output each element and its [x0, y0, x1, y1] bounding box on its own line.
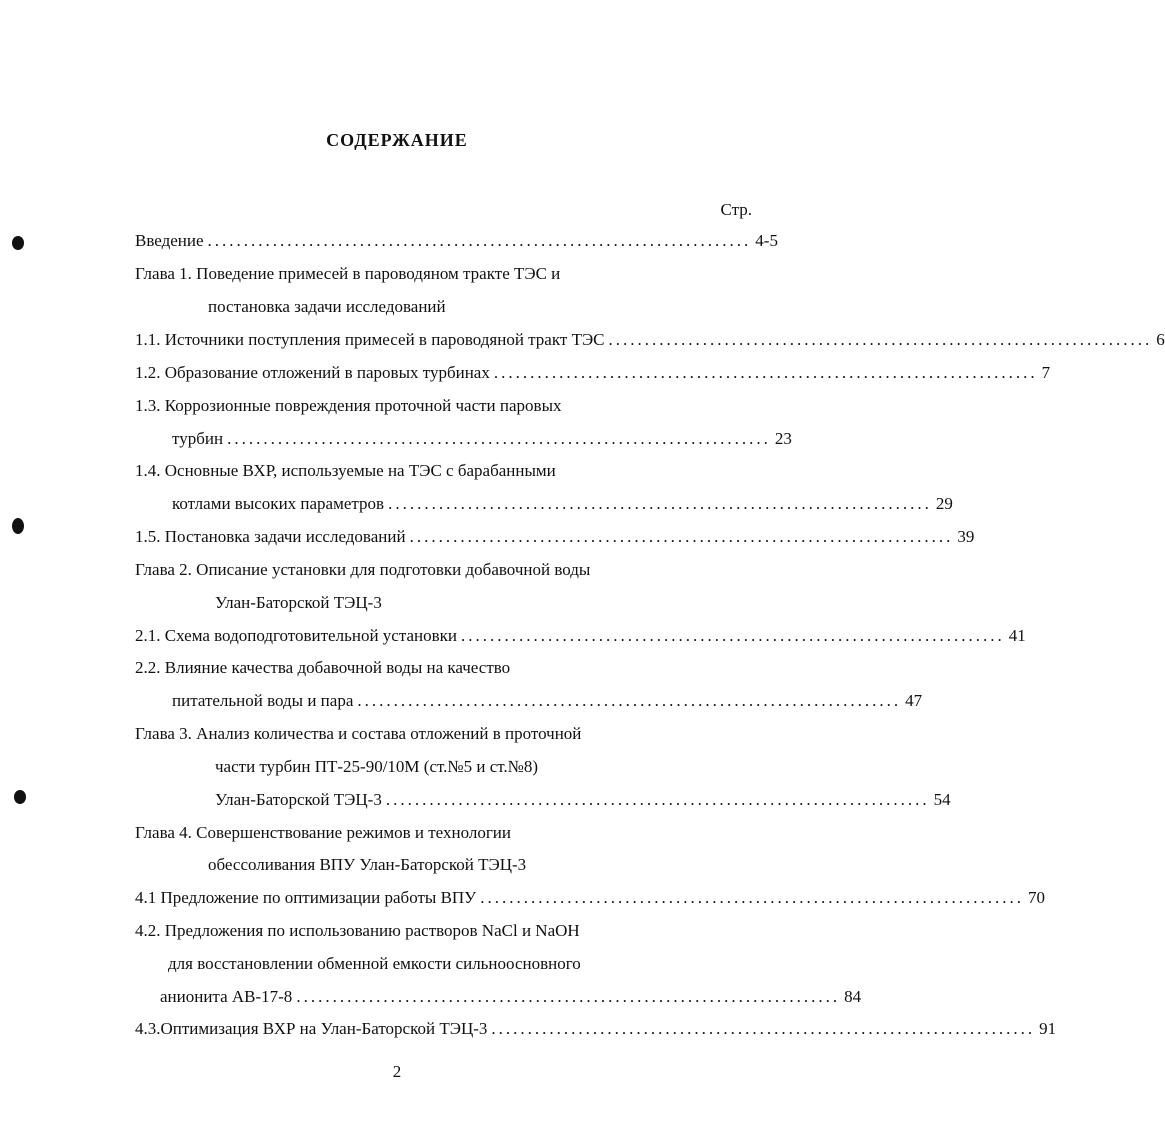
- toc-entry-text: 4.1 Предложение по оптимизации работы ВПУ: [135, 888, 477, 907]
- binding-hole-mark: [12, 236, 24, 250]
- toc-entry-text: Улан-Баторской ТЭЦ-3: [215, 790, 382, 809]
- toc-entry-page: 47: [905, 691, 923, 710]
- binding-hole-mark: [14, 790, 26, 804]
- toc-entry: [135, 919, 580, 943]
- toc-entry-text: Введение: [135, 231, 204, 250]
- toc-entry-page: 39: [957, 527, 975, 546]
- toc-entry-text: Глава 3. Анализ количества и состава отложений в проточной: [135, 724, 582, 743]
- toc-entry-page: 7: [1041, 363, 1051, 382]
- page-title: СОДЕРЖАНИЕ: [326, 130, 468, 150]
- toc-entry-text: 1.1. Источники поступления примесей в пароводяной тракт ТЭС: [135, 330, 605, 349]
- toc-entry: [208, 295, 446, 319]
- toc-entry-text: анионита АВ-17-8: [160, 987, 293, 1006]
- page-number: 2: [392, 1062, 402, 1081]
- toc-entry-text: 1.4. Основные ВХР, используемые на ТЭС с барабанными: [135, 461, 556, 480]
- toc-entry: [172, 689, 923, 713]
- toc-entry: [172, 492, 953, 516]
- toc-entry-text: Глава 1. Поведение примесей в пароводяном тракте ТЭС и: [135, 264, 561, 283]
- dot-leader: ...........................................................................: [385, 790, 930, 809]
- toc-entry-text: Глава 4. Совершенствование режимов и технологии: [135, 823, 511, 842]
- toc-entry-page: 54: [933, 790, 951, 809]
- toc-entry-text: Улан-Баторской ТЭЦ-3: [215, 593, 382, 612]
- toc-entry-text: части турбин ПТ-25-90/10М (ст.№5 и ст.№8): [215, 757, 539, 776]
- dot-leader: ...........................................................................: [207, 231, 752, 250]
- toc-entry-page: 70: [1027, 888, 1045, 907]
- toc-entry: [135, 722, 581, 746]
- toc-entry-page: 84: [844, 987, 862, 1006]
- toc-entry-text: 4.2. Предложения по использованию растворов NaCl и NaOH: [135, 921, 580, 940]
- toc-entry: [135, 394, 562, 418]
- toc-entry-page: 91: [1039, 1019, 1057, 1038]
- dot-leader: ...........................................................................: [409, 527, 954, 546]
- toc-entry-text: постановка задачи исследований: [208, 297, 446, 316]
- toc-entry: [215, 755, 538, 779]
- toc-entry-text: 2.2. Влияние качества добавочной воды на качество: [135, 658, 511, 677]
- toc-entry-text: обессоливания ВПУ Улан-Баторской ТЭЦ-3: [208, 855, 527, 874]
- toc-entry-text: 1.2. Образование отложений в паровых турбинах: [135, 363, 490, 382]
- dot-leader: ...........................................................................: [296, 987, 841, 1006]
- toc-entry-text: для восстановлении обменной емкости сильноосновного: [168, 954, 581, 973]
- dot-leader: ...........................................................................: [480, 888, 1024, 907]
- toc-entry-page: 41: [1008, 626, 1026, 645]
- toc-entry: [135, 459, 556, 483]
- toc-entry: [168, 952, 581, 976]
- toc-entry: [135, 525, 975, 549]
- toc-entry: [135, 1017, 1057, 1041]
- toc-entry: [208, 853, 526, 877]
- toc-entry-text: 4.3.Оптимизация ВХР на Улан-Баторской ТЭЦ-3: [135, 1019, 488, 1038]
- toc-entry: [135, 821, 511, 845]
- toc-entry-page: 23: [774, 429, 792, 448]
- toc-entry: [135, 624, 1026, 648]
- toc-entry-page: 4-5: [755, 231, 778, 250]
- toc-entry: [135, 229, 778, 253]
- toc-entry: [215, 788, 951, 812]
- page-column-label: Стр.: [720, 200, 752, 219]
- toc-entry: [135, 262, 560, 286]
- dot-leader: ...........................................................................: [493, 363, 1038, 382]
- toc-entry: [172, 427, 792, 451]
- toc-entry-text: 1.5. Постановка задачи исследований: [135, 527, 406, 546]
- toc-entry: [135, 558, 590, 582]
- toc-entry-text: 1.3. Коррозионные повреждения проточной части паровых: [135, 396, 562, 415]
- toc-entry: [160, 985, 862, 1009]
- toc-entry: [135, 656, 510, 680]
- dot-leader: ...........................................................................: [608, 330, 1153, 349]
- toc-entry: [135, 328, 1165, 352]
- binding-hole-mark: [12, 518, 24, 534]
- toc-entry: [215, 591, 382, 615]
- toc-entry-text: 2.1. Схема водоподготовительной установки: [135, 626, 457, 645]
- toc-entry: [135, 886, 1045, 910]
- toc-entry: [135, 361, 1051, 385]
- toc-entry-page: 6: [1156, 330, 1165, 349]
- dot-leader: ...........................................................................: [491, 1019, 1036, 1038]
- toc-entry-text: турбин: [172, 429, 224, 448]
- toc-entry-text: питательной воды и пара: [172, 691, 354, 710]
- dot-leader: ...........................................................................: [357, 691, 902, 710]
- dot-leader: ...........................................................................: [388, 494, 932, 513]
- toc-entry-page: 29: [935, 494, 953, 513]
- toc-entry-text: Глава 2. Описание установки для подготовки добавочной воды: [135, 560, 591, 579]
- toc-entry-text: котлами высоких параметров: [172, 494, 385, 513]
- dot-leader: ...........................................................................: [227, 429, 771, 448]
- dot-leader: ...........................................................................: [461, 626, 1005, 645]
